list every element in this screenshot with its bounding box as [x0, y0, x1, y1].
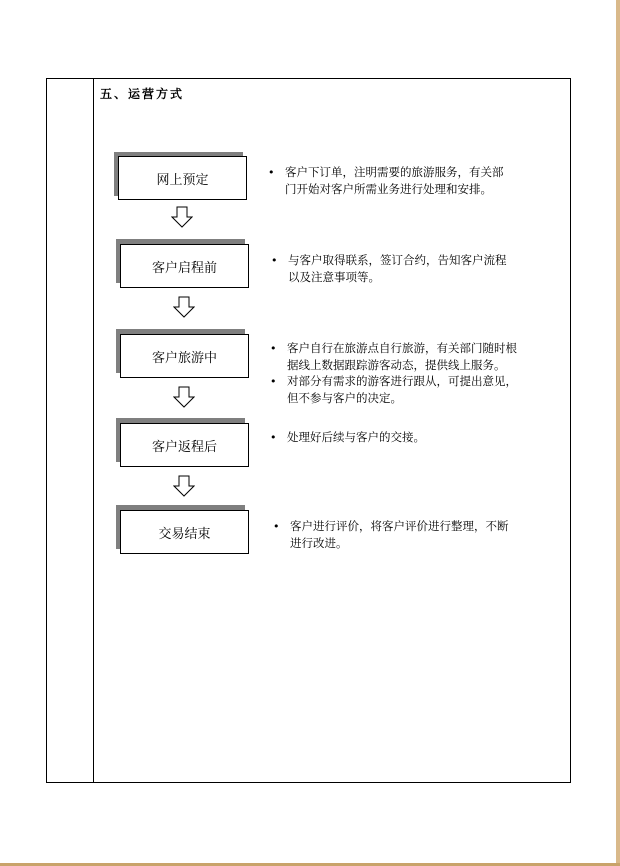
step-note: • 客户下订单，注明需要的旅游服务，有关部 门开始对客户所需业务进行处理和安排。	[268, 165, 504, 196]
page-edge-right	[616, 0, 620, 866]
step-note: • 客户自行在旅游点自行旅游，有关部门随时根 据线上数据跟踪游客动态，提供线上服务。	[270, 341, 517, 372]
step-note: • 客户进行评价，将客户评价进行整理，不断 进行改进。	[273, 519, 509, 550]
step-note: • 处理好后续与客户的交接。	[270, 430, 425, 444]
step-box-online-booking: 网上预定	[118, 156, 247, 200]
table-column-divider	[93, 78, 94, 783]
section-title: 五、运营方式	[100, 87, 185, 101]
step-box-deal-end: 交易结束	[120, 510, 249, 554]
down-arrow-icon	[173, 296, 195, 318]
step-note: • 与客户取得联系，签订合约，告知客户流程 以及注意事项等。	[271, 253, 507, 284]
step-box-after-return: 客户返程后	[120, 423, 249, 467]
down-arrow-icon	[173, 475, 195, 497]
step-box-before-departure: 客户启程前	[120, 244, 249, 288]
step-box-during-tour: 客户旅游中	[120, 334, 249, 378]
down-arrow-icon	[171, 206, 193, 228]
down-arrow-icon	[173, 386, 195, 408]
step-note: • 对部分有需求的游客进行跟从，可提出意见， 但不参与客户的决定。	[270, 374, 517, 405]
